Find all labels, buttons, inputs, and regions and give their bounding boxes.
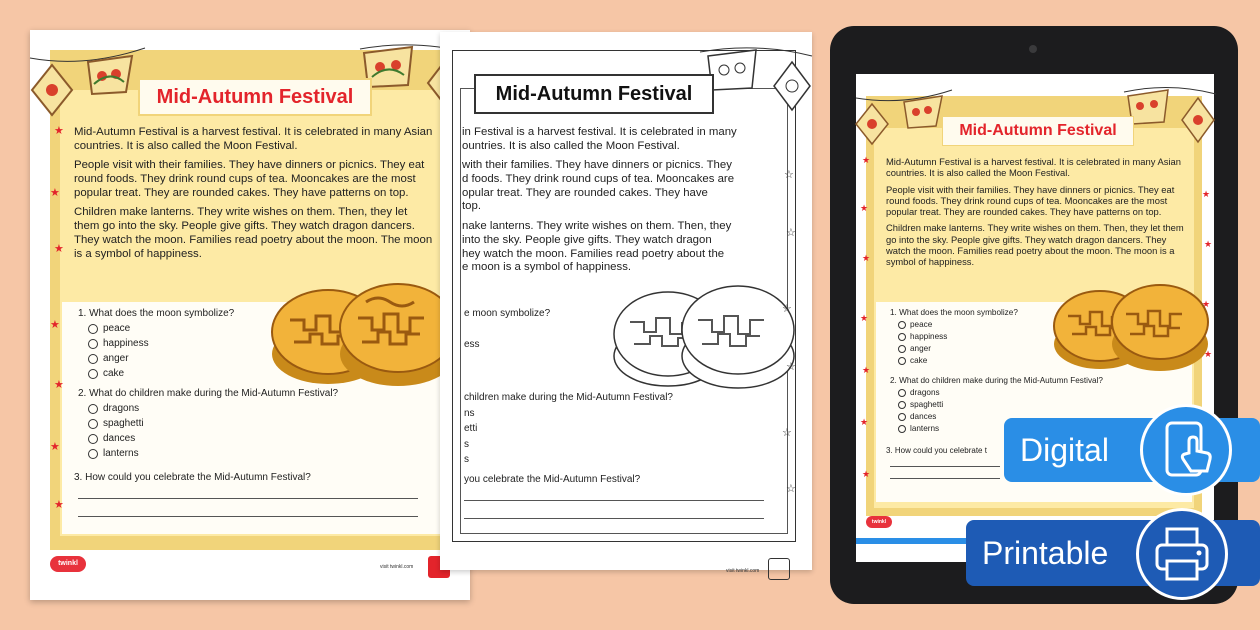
option-label: cake <box>910 356 928 365</box>
bw-passage <box>462 126 792 275</box>
mooncakes-illustration <box>270 280 460 390</box>
ipad-mooncakes-illustration <box>1052 282 1212 374</box>
star-icon: ★ <box>54 243 64 255</box>
reading-passage <box>74 126 434 267</box>
radio-circle[interactable] <box>898 425 906 433</box>
printer-icon <box>1136 508 1228 600</box>
passage-paragraph: Children make lanterns. They write wishes on them. Then, they let them go into the sky. People give gifts. They watch dragon dancers. They watch the moon. Families read poetry about the moon. The moon is a symbol of happiness. <box>74 206 433 260</box>
star-icon: ★ <box>1204 239 1213 249</box>
question-3-text: 3. How could you celebrate the Mid-Autumn Festival? <box>74 472 311 483</box>
star-outline-icon: ☆ <box>782 427 792 439</box>
tablet-tap-icon <box>1140 404 1232 496</box>
bw-line: d foods. They drink round cups of tea. Mooncakes are <box>462 173 735 186</box>
option-label: spaghetti <box>103 418 144 429</box>
answer-option[interactable] <box>898 388 1103 397</box>
option-label: lanterns <box>103 448 139 459</box>
ipad-camera <box>1029 45 1037 53</box>
bw-line: ountries. It is also called the Moon Festival. <box>462 139 680 152</box>
radio-circle[interactable] <box>898 333 906 341</box>
bw-option: ess <box>464 339 480 350</box>
question-1-text: 1. What does the moon symbolize? <box>78 308 235 319</box>
star-icon: ★ <box>860 313 869 323</box>
option-label: lanterns <box>910 424 940 433</box>
option-label: happiness <box>103 338 149 349</box>
question-2-text: 2. What do children make during the Mid-Autumn Festival? <box>78 388 339 399</box>
radio-circle[interactable] <box>898 413 906 421</box>
answer-option[interactable] <box>88 323 234 334</box>
bw-option: s <box>464 454 469 466</box>
option-label: dragons <box>103 403 140 414</box>
answer-option[interactable] <box>88 338 234 349</box>
bw-question-3-text: you celebrate the Mid-Autumn Festival? <box>464 474 641 485</box>
question-1 <box>78 308 234 379</box>
star-outline-icon: ☆ <box>784 169 794 181</box>
star-outline-icon: ☆ <box>782 303 792 315</box>
option-label: spaghetti <box>910 400 944 409</box>
bw-line: nake lanterns. They write wishes on them. Then, they <box>462 220 732 233</box>
answer-option[interactable] <box>898 344 1018 353</box>
star-icon: ★ <box>862 365 871 375</box>
radio-circle[interactable] <box>88 354 98 364</box>
answer-option[interactable] <box>88 433 338 444</box>
option-label: dances <box>103 433 136 444</box>
ipad-question-3-text: 3. How could you celebrate t <box>886 446 987 455</box>
star-icon: ★ <box>1202 189 1211 199</box>
answer-option[interactable] <box>898 356 1018 365</box>
radio-circle[interactable] <box>88 404 98 414</box>
question-2 <box>78 388 338 459</box>
answer-option[interactable] <box>88 403 338 414</box>
bw-question-3 <box>464 474 640 485</box>
radio-circle[interactable] <box>88 419 98 429</box>
ipad-question-1 <box>890 308 1018 365</box>
ipad-twinkl-logo: twinkl <box>866 516 892 528</box>
radio-circle[interactable] <box>898 357 906 365</box>
passage-paragraph: Children make lanterns. They write wishes on them. Then, they let them go into the sky. People give gifts. They watch dragon dancers. They watch the moon. Families read poetry about the moon. The moon is a symbol of happiness. <box>886 222 1184 268</box>
bw-line: in Festival is a harvest festival. It is celebrated in many <box>462 126 737 138</box>
bw-line: into the sky. People give gifts. They watch dragon <box>462 233 712 246</box>
answer-line[interactable] <box>78 516 418 517</box>
radio-circle[interactable] <box>88 369 98 379</box>
question-1-text: 1. What does the moon symbolize? <box>890 308 1018 317</box>
option-label: happiness <box>910 332 948 341</box>
printable-label: Printable <box>982 534 1109 571</box>
star-icon: ★ <box>1204 349 1213 359</box>
mooncakes-outline-illustration <box>612 282 798 392</box>
bw-question-2-text: children make during the Mid-Autumn Festival? <box>464 392 673 403</box>
passage-paragraph: Mid-Autumn Festival is a harvest festival. It is celebrated in many Asian countries. It is also called the Moon Festival. <box>886 156 1181 179</box>
bw-option: etti <box>464 423 478 435</box>
answer-option[interactable] <box>88 353 234 364</box>
answer-line[interactable] <box>464 500 764 501</box>
option-label: peace <box>103 323 131 334</box>
bw-line: with their families. They have dinners or picnics. They <box>462 159 732 172</box>
bw-line: hey watch the moon. Families read poetry about the <box>462 247 725 260</box>
star-icon: ★ <box>54 379 64 391</box>
bw-line: opular treat. They are rounded cakes. They have <box>462 186 708 199</box>
answer-option[interactable] <box>898 320 1018 329</box>
option-label: cake <box>103 368 125 379</box>
ipad-question-3 <box>886 446 987 455</box>
bw-line: e moon is a symbol of happiness. <box>462 261 632 274</box>
passage-paragraph: People visit with their families. They have dinners or picnics. They eat round foods. They drink round cups of tea. Mooncakes are the most popular treat. They are rounded cakes. They have patterns on top. <box>886 183 1175 218</box>
answer-line[interactable] <box>890 466 1000 467</box>
bw-title: Mid-Autumn Festival <box>474 74 714 114</box>
ipad-worksheet-title: Mid-Autumn Festival <box>942 116 1134 146</box>
answer-option[interactable] <box>898 332 1018 341</box>
star-icon: ★ <box>50 441 60 453</box>
option-label: dances <box>910 412 937 421</box>
option-label: peace <box>910 320 933 329</box>
twinkl-logo: twinkl <box>50 556 86 572</box>
star-outline-icon: ☆ <box>786 483 796 495</box>
bw-question-1 <box>464 308 550 350</box>
question-3 <box>74 472 311 483</box>
answer-line[interactable] <box>464 518 764 519</box>
star-icon: ★ <box>862 469 871 479</box>
option-label: anger <box>103 353 129 364</box>
star-icon: ★ <box>862 155 871 165</box>
star-icon: ★ <box>50 319 60 331</box>
lantern-outline-decoration <box>700 38 812 128</box>
bw-question-2 <box>464 390 673 468</box>
bw-worksheet <box>440 32 812 574</box>
passage-paragraph: Mid-Autumn Festival is a harvest festival. It is celebrated in many Asian countries. It is also called the Moon Festival. <box>74 126 433 152</box>
bw-option: s <box>464 438 469 450</box>
ipad-lantern-decoration-left <box>856 84 952 150</box>
star-icon: ★ <box>862 253 871 263</box>
digital-label: Digital <box>1020 431 1109 468</box>
ipad-lantern-decoration-right <box>1124 80 1216 158</box>
radio-circle[interactable] <box>898 389 906 397</box>
answer-option[interactable] <box>88 418 338 429</box>
answer-line[interactable] <box>890 478 1000 479</box>
radio-circle[interactable] <box>88 449 98 459</box>
passage-paragraph: People visit with their families. They have dinners or picnics. They eat round foods. They drink round cups of tea. Mooncakes are the most popular treat. They are rounded cakes. They have patterns on top. <box>74 159 425 199</box>
worksheet-title: Mid-Autumn Festival <box>138 78 372 116</box>
star-icon: ★ <box>860 417 869 427</box>
radio-circle[interactable] <box>88 434 98 444</box>
answer-line[interactable] <box>78 498 418 499</box>
radio-circle[interactable] <box>898 401 906 409</box>
star-icon: ★ <box>1202 299 1211 309</box>
star-icon: ★ <box>50 187 60 199</box>
question-2-text: 2. What do children make during the Mid-Autumn Festival? <box>890 376 1103 385</box>
bw-footer-badge <box>768 558 790 580</box>
star-outline-icon: ☆ <box>786 227 796 239</box>
answer-option[interactable] <box>88 368 234 379</box>
lantern-decoration-left <box>30 40 145 125</box>
bw-footer-text: visit twinkl.com <box>726 568 760 574</box>
star-icon: ★ <box>860 203 869 213</box>
bw-option: ns <box>464 407 475 419</box>
bw-question-1-text: e moon symbolize? <box>464 308 551 319</box>
radio-circle[interactable] <box>898 321 906 329</box>
ipad-reading-passage <box>886 156 1186 274</box>
radio-circle[interactable] <box>898 345 906 353</box>
star-icon: ★ <box>54 499 64 511</box>
radio-circle[interactable] <box>88 324 98 334</box>
color-worksheet <box>30 30 470 600</box>
bw-line: top. <box>462 200 481 213</box>
radio-circle[interactable] <box>88 339 98 349</box>
footer-text: visit twinkl.com <box>380 564 414 570</box>
answer-option[interactable] <box>88 448 338 459</box>
star-icon: ★ <box>54 125 64 137</box>
answer-option[interactable] <box>898 400 1103 409</box>
option-label: anger <box>910 344 931 353</box>
star-outline-icon: ☆ <box>786 361 796 373</box>
option-label: dragons <box>910 388 940 397</box>
